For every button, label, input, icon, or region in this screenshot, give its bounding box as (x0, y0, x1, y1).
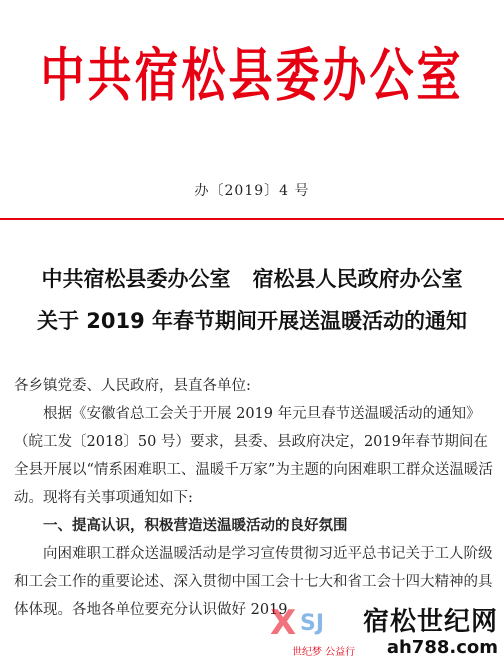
red-divider-line (0, 218, 504, 220)
recipients-line: 各乡镇党委、人民政府，县直各单位: (14, 378, 251, 394)
watermark-site-name: 宿松世纪网 (362, 607, 498, 637)
section-heading: 一、提高认识，积极营造送温暖活动的良好氛围 (43, 518, 348, 534)
issuer-left: 中共宿松县委办公室 (41, 267, 231, 291)
notice-title (0, 258, 504, 342)
title-issuers-line (0, 258, 504, 300)
section-paragraph: 向困难职工群众送温暖活动是学习宣传贯彻习近平总书记关于工人阶级和工会工作的重要论述、深入贯彻中国工会十七大和省工会十四大精神的具体体现。各地各单位要充分认识做好 2019 (14, 546, 493, 618)
body-paragraph: 根据《安徽省总工会关于开展 2019 年元旦春节送温暖活动的通知》（皖工发〔2018〕50 号）要求，县委、县政府决定，2019年春节期间在全县开展以“情系困难职工、温暖千万家”为主题的向困难职工群众送温暖活动。现将有关事项通知如下: (14, 406, 493, 506)
notice-body (14, 372, 494, 624)
issuer-right: 宿松县人民政府办公室 (252, 267, 463, 291)
watermark-tagline: 世纪梦 公益行 (292, 647, 356, 658)
watermark-url: ah788.com (386, 637, 498, 658)
masthead-title: 中共宿松县委办公室 (40, 43, 464, 110)
document-number: 办〔2019〕4 号 (194, 183, 310, 199)
watermark-logo-sj: SJ (300, 611, 325, 636)
title-subject-line: 关于 2019 年春节期间开展送温暖活动的通知 (36, 309, 468, 333)
watermark-logo-x: X (270, 603, 297, 643)
